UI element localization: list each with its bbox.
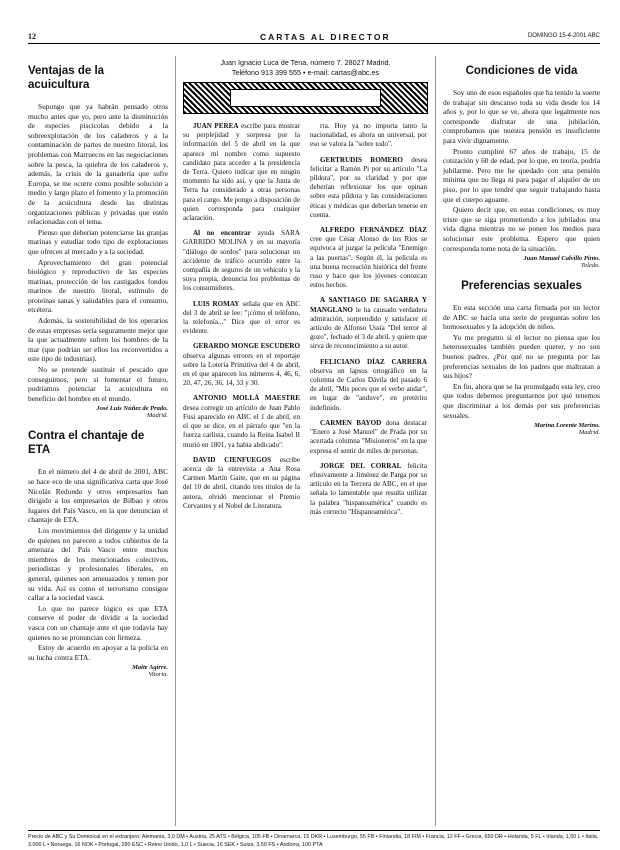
paragraph: Supongo que ya habrán pensado otros mucho antes que yo, pero ante la disminución de especies piscícolas debido a la sobreexplotación de los caladeros y a la contaminación de partes de nuestro litoral, los problemas con Marruecos en las negociaciones sobre la pesca, la quiebra de los caladeros y, además, la crisis de la ganadería que sufre Europa, se me ocurre como posible solución a medio y largo plazo el fomento y la promoción de la acuicultura desde las distintas organizaciones públicas y privadas que estén relacionadas con el tema.: [28, 102, 168, 227]
short-letters-col: [183, 122, 300, 523]
paragraph: Estoy de acuerdo en apoyar a la policía en su lucha contra ETA.: [28, 643, 168, 662]
short-letters: [183, 122, 428, 523]
short-letter: [183, 122, 300, 223]
article-place: Madrid.: [578, 429, 600, 437]
letter-author: JORGE DEL CORRAL: [320, 461, 402, 470]
paragraph: Los movimientos del dirigente y la unidad de quienes no parecen a todos cubiertos de la amenaza del País Vasco entre muchos miembros de los mencionados colectivos, periodistas y profesionales liberales, en general, quienes son amenazados y temen por su vida. Así es como el terrorismo consigue callar a la sociedad vasca.: [28, 525, 168, 603]
right-column: [443, 58, 600, 446]
short-letter: [310, 156, 427, 220]
letter-author: GERARDO MONGE ESCUDERO: [193, 342, 300, 351]
letter-text: desea corregir un artículo de Juan Pablo Fusi aparecido en ABC el 1 de abril, en el que se dice, en el párrafo que "en la fuerza carlista, cuando la Reina Isabel II murió en 1801, ya había abdicado".: [183, 403, 300, 449]
paragraph: No se pretende sustituir el pescado que conseguimos, pero sí fomentar el futuro, podríamos potenciar la acuicultura en beneficio del hombre en el mundo.: [28, 365, 168, 403]
article-title: Ventajas de la acuicultura: [28, 65, 105, 91]
letter-text: observa algunas errores en el reportaje sobre la Lotería Primitiva del 4 de abril, en el que aparecen los números 4, 46, 6, 20, 47, 26, 36, 14, 33 y 30.: [183, 351, 300, 388]
footer-prices: Precio de ABC y Su Dominical en el extranjero: Alemania, 3,0 DM • Austria, 25 ATS • Bélgica, 105 FB • Dinamarca, 15 DKR • Luxemburgo, 55 FB • Finlandia, 18 FIM • Francia, 12 FF • Grecia, 650 DR • Holanda, 5 FL • Irlanda, 1,50 L • Italia, 3.000 L • Noruega, 16 NOK • Portugal, 280 ESC • Reino Unido, 1,0 L • Suecia, 16 SEK • Suiza, 3,50 FS • Andorra, 100 PTA: [28, 834, 599, 848]
short-letter: [310, 462, 427, 517]
short-letter: [183, 300, 300, 337]
paragraph: Pienso que deberían potenciarse las granjas marinas y estudiar todo tipo de explotaciones que ofrecen al mercado y a la sociedad.: [28, 227, 168, 256]
article-signature: Marina Lorente Merino.: [534, 422, 600, 430]
short-letter: [183, 229, 300, 293]
short-letter: [310, 226, 427, 290]
letter-author: DAVID CIENFUEGOS: [193, 455, 272, 464]
letter-author: Al no encontrar: [193, 229, 251, 238]
letter-text: escribe para mostrar su perplejidad y sorpresa por la información del 5 de abril en la que aparece mi nombre como supuesto candidato para acceder a la presidencia de Terra. Quiero indicar que en ningún momento ha sido así, y que la Junta de Terra ha considerado a otras personas para el cargo. Me pongo a disposición de quien corresponda para cualquier aclaración.: [183, 122, 300, 223]
letter-text: dona destacar "Enero a José Manuel" de Prada por su acertada columna "Misioneros" en la que expresa el sentir de miles de personas.: [310, 418, 427, 455]
contact-box: [183, 58, 428, 78]
page-number: 12: [28, 32, 36, 41]
letter-text: observa un lapsus ortográfico en la columna de Carlos Dávila del pasado 6 de abril, "Mis peces que el verbo andar", en lugar de "anduve", en pretérito indefinido.: [310, 366, 427, 412]
column-divider: [435, 56, 436, 826]
letter-author: CARMEN BAYOD: [320, 418, 382, 427]
paragraph: En fin, ahora que se ha promulgado esta ley, creo que todos debemos preguntarnos por qué tenemos que discriminar a los demás por sus preferencias sexuales.: [443, 381, 600, 420]
page-header: [28, 32, 600, 44]
letter-author: ALFREDO FERNÁNDEZ DÍAZ: [320, 226, 427, 235]
left-column: [28, 58, 168, 688]
paragraph: Quiero decir que, en estas condiciones, es muy triste que se siga prometiendo a los jubilados una vida digna mientras no se ponen los medios para solucionar este problema. Espero que quien corresponda tome nota de la situación.: [443, 205, 600, 253]
short-letters-col: [310, 122, 427, 523]
paragraph: Yo me pregunto si el lector no piensa que los heterosexuales también pueden querer, y no son buenos padres. ¿Por qué no se pregunta por las preferencias sexuales de los padres que maltratan a sus hijos?: [443, 332, 600, 381]
letter-author: JUAN PEREA: [193, 122, 239, 130]
letter-text: cree que César Alonso de los Ríos se equivoca al juzgar la película "Enemigo a las puertas". Según él, la película es una buena recreación histórica del frente ruso y hace que los jóvenes conozcan estos hechos.: [310, 235, 427, 290]
paragraph: Soy uno de esos españoles que ha tenido la suerte de trabajar sin descanso toda su vida desde los 14 años y, por lo que se ve, ahora que legalmente nos corresponde disfrutar de una jubilación, comprobamos que nuestra pensión es insuficiente para vivir dignamente.: [443, 88, 600, 145]
article-body: [28, 467, 168, 662]
article-title: Contra el chantaje de ETA: [28, 430, 145, 457]
header-date: DOMINGO 15-4-2001 ABC: [527, 33, 600, 39]
article-body: [443, 88, 600, 253]
letter-text: señala que en ABC del 3 de abril se lee: "¡cómo el teléfono, la telefonía..." Dice que el error es evidente.: [183, 299, 300, 336]
letter-text: le ha causado verdadera admiración, sorprendido y satisfacer el artículo de Alfonso Ussía "Del terror al gozo", fechado el 3 de abril, y quiere que sirva de reconocimiento a su autor.: [310, 305, 427, 351]
article-body: [443, 303, 600, 420]
paragraph: En el número del 4 de abril de 2001, ABC se hace eco de una significativa carta que José Nicolás Redondo y otros empresarios han dirigido a los empresarios de Bilbao y otros lugares del País Vasco, en la que denuncian el chantaje de ETA.: [28, 467, 168, 525]
letter-author: A SANTIAGO DE SAGARRA Y MANGLANO: [310, 296, 427, 314]
article-place: Madrid.: [146, 412, 168, 420]
article-title: Condiciones de vida: [465, 65, 578, 77]
article-place: Vitoria.: [148, 671, 168, 679]
section-title: CARTAS AL DIRECTOR: [260, 32, 391, 42]
letter-text: escribe acerca de la entrevista a Ana Rosa Carmen Martín Gaite, que en su página del 10 de abril, citando tres títulos de la autora, olvidó mencionar el Premio Cervantes y el Nobel de Literatura.: [183, 455, 300, 510]
short-letter: [183, 456, 300, 511]
article-place: Toledo.: [580, 262, 600, 270]
short-letter: [310, 122, 427, 150]
article-signature: José Luis Núñez de Prado.: [96, 405, 168, 413]
article-signature: Juan Manuel Calvillo Pinto.: [523, 255, 600, 263]
letter-author: ANTONIO MOLLÁ MAESTRE: [193, 394, 300, 403]
banner-inner: [230, 89, 381, 107]
paragraph: En esta sección una carta firmada por un lector de ABC se hacía una serie de preguntas sobre los homosexuales y la adopción de niños.: [443, 303, 600, 332]
column-divider: [175, 56, 176, 826]
paragraph: Además, la sostenibilidad de los operarios de estas empresas sería seguramente mejor que la que actualmente sufren los hombres de la mar (que podrían ser ellos los reconvertidos a este tipo de industrias).: [28, 316, 168, 364]
article-title: Preferencias sexuales: [461, 280, 582, 293]
address-line: Juan Ignacio Luca de Tena, número 7. 28027 Madrid.: [220, 58, 391, 67]
letter-author: LUIS ROMAY: [193, 299, 240, 308]
section-banner: [183, 82, 428, 114]
short-letter: [183, 394, 300, 449]
short-letter: [310, 419, 427, 456]
letter-author: GERTRUDIS ROMERO: [320, 155, 403, 164]
letter-text: desea felicitar a Ramón Pi por su artículo "La píldora", por su claridad y por que deberían reflexionar los que opinan sobre esta píldora y las consideraciones éticas y médicas que deberían tenerse en cuenta.: [310, 155, 427, 219]
paragraph: Aprovechamiento del gran potencial biológico y reproductivo de las especies marinas, protección de los castigados fondos marinos de nuestro litoral, estímulo de proteínas sanas y saludables para el consumo, etcétera.: [28, 257, 168, 315]
short-letter: [183, 342, 300, 388]
article-signature: Maite Agirre.: [132, 664, 168, 672]
short-letter: [310, 296, 427, 351]
contact-line: Teléfono 913 399 555 • e-mail: cartas@abc.es: [231, 68, 380, 77]
paragraph: Lo que no parece lógico es que ETA conserve el poder de dividir a la sociedad vasca con un chantaje ante el que todavía hay quienes no se pronuncian con firmeza.: [28, 603, 168, 642]
letter-author: FELICIANO DÍAZ CARRERA: [320, 357, 427, 366]
paragraph: Pronto cumpliré 67 años de trabajo, 15 de cotización y 60 de edad, por lo que, en teoría, podría jubilarme. Pero me he quedado con una pensión mínima que no llega ni para pagar el alquiler de un piso, por lo que tendré que seguir trabajando hasta que el cuerpo aguante.: [443, 146, 600, 204]
letter-text: ayuda SARA GARRIDO MOLINA y en su mayoría "diálogo de sordos" para solucionar un accidente de tráfico ocurrido entre la compañía de seguros de un vehículo y la suya propia, denuncia los problemas de los consumidores.: [183, 229, 300, 293]
center-column: [183, 58, 428, 523]
short-letter: [310, 358, 427, 413]
article-body: [28, 102, 168, 403]
footer-rule: [28, 830, 600, 831]
letter-text: felicita efusivamente a Jiménez de Parga por su artículo en la Tercera de ABC, en el que señala lo lamentable que resulta utilizar la palabra "hispanoamérica" cuando es más correcto "Hispanoamérica".: [310, 461, 428, 516]
letter-text: rra. Hoy ya no importa tanto la nacionalidad, es ahora un universal, por eso se valora la "sobre todo".: [310, 122, 427, 149]
